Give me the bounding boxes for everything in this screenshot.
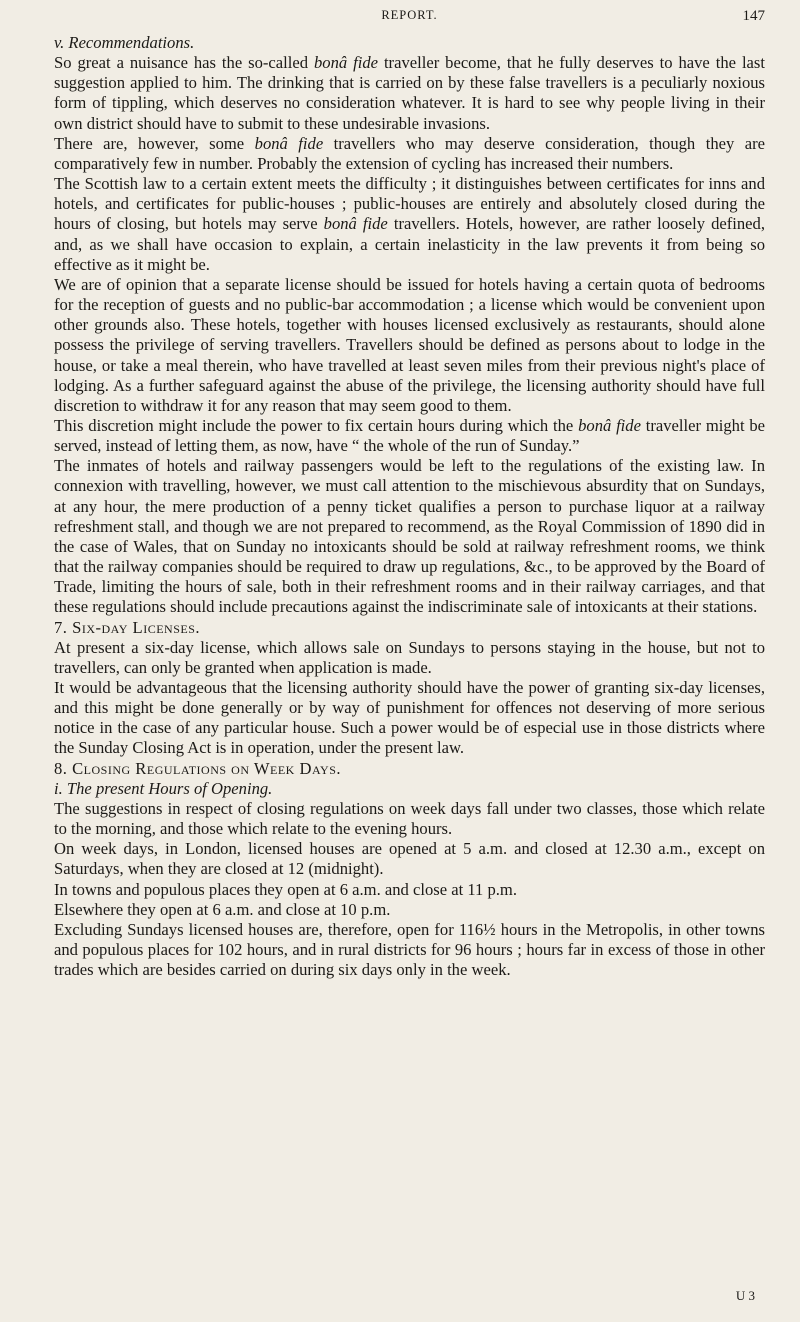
text-run: This discretion might include the power to fix certain hours during which the	[54, 415, 579, 435]
running-head	[54, 8, 765, 28]
section-heading-closing-regulations: 8. Closing Regulations on Week Days.	[54, 758, 342, 778]
paragraph	[54, 134, 765, 174]
paragraph: The inmates of hotels and railway passengers would be left to the regulations of the existing law. In connexion with travelling, however, we must call attention to the mischievous absurdity that on Sundays, at any hour, the mere production of a penny ticket qualifies a person to purchase liquor at a railway refreshment stall, and though we are not prepared to recommend, as the Royal Commission of 1890 did in the case of Wales, that on Sunday no intoxicants should be sold at railway refreshment rooms, we think that the railway companies should be required to draw up regulations, &c., to be approved by the Board of Trade, limiting the hours of sale, both in their refreshment rooms and in their railway carriages, and that these regulations should include precautions against the indiscriminate sale of intoxicants at their stations.	[54, 456, 765, 617]
paragraph: At present a six-day license, which allows sale on Sundays to persons staying in the house, but not to travellers, can only be granted when application is made.	[54, 637, 765, 677]
subsection-heading-present-hours: i. The present Hours of Opening.	[54, 778, 273, 798]
paragraph: In towns and populous places they open at 6 a.m. and close at 11 p.m.	[54, 879, 517, 899]
paragraph: Elsewhere they open at 6 a.m. and close at 10 p.m.	[54, 899, 391, 919]
signature-mark: U 3	[735, 1288, 755, 1303]
paragraph: We are of opinion that a separate license should be issued for hotels having a certain quota of bedrooms for the reception of guests and no public-bar accommodation ; a license which would be convenient upon other grounds also. These hotels, together with houses licensed exclusively as restaurants, should alone possess the privilege of serving travellers. Travellers should be defined as persons about to lodge in the house, or take a meal therein, who have travelled at least seven miles from their previous night's place of lodging. As a further safeguard against the abuse of the privilege, the licensing authority should have full discretion to withdraw it for any reason that may seem good to them.	[54, 274, 765, 415]
page-number: 147	[742, 8, 765, 24]
italic-term: bonâ fide	[323, 214, 388, 234]
text-run: There are, however, some	[54, 133, 255, 153]
paragraph: The suggestions in respect of closing regulations on week days fall under two classes, those which relate to the morning, and those which relate to the evening hours.	[54, 798, 765, 839]
text-run: The Scottish law to a certain extent meets the difficulty ; it distinguishes between certificates for inns and hotels, and certificates for public-houses ; public-houses are entirely and absolutely closed during the hours of closing, but hotels may serve	[54, 174, 765, 234]
section-heading-six-day-licenses: 7. Six-day Licenses.	[54, 617, 201, 637]
paragraph: It would be advantageous that the licensing authority should have the power of granting six-day licenses, and this might be done generally or by way of punishment for offences not deserving of more serious notice in the case of any particular house. Such a power would be of especial use in those districts where the Sunday Closing Act is in operation, under the present law.	[54, 678, 765, 758]
running-title: REPORT.	[381, 8, 438, 22]
paragraph: On week days, in London, licensed houses are opened at 5 a.m. and closed at 12.30 a.m., except on Saturdays, when they are closed at 12 (midnight).	[54, 839, 765, 879]
paragraph	[54, 53, 765, 134]
section-heading-recommendations: v. Recommendations.	[54, 33, 195, 52]
text-run: travellers. Hotels, however, are rather loosely defined, and, as we shall have occasion to explain, a certain inelasticity in the law prevents it from being so effective as it might be.	[54, 214, 765, 274]
paragraph	[54, 174, 765, 275]
text-run: traveller might be served, instead of letting them, as now, have “ the whole of the run of Sunday.”	[54, 415, 766, 456]
italic-term: bonâ fide	[313, 53, 378, 73]
text-run: So great a nuisance has the so-called	[54, 53, 314, 73]
italic-term: bonâ fide	[254, 133, 324, 153]
text-run: travellers who may deserve consideration, though they are comparatively few in number. Probably the extension of cycling has increased their numbers.	[54, 133, 766, 173]
paragraph	[54, 416, 765, 456]
text-run: traveller become, that he fully deserves to have the last suggestion applied to him. The drinking that is carried on by these false travellers is a peculiarly noxious form of tippling, which deserves no consideration whatever. It is hard to see why people living in their own district should have to submit to these undesirable invasions.	[54, 53, 765, 133]
page-body	[54, 33, 765, 980]
paragraph: Excluding Sundays licensed houses are, therefore, open for 116½ hours in the Metropolis, in other towns and populous places for 102 hours, and in rural districts for 96 hours ; hours far in excess of those in other trades which are besides carried on during six days only in the week.	[54, 919, 765, 980]
italic-term: bonâ fide	[578, 415, 641, 435]
